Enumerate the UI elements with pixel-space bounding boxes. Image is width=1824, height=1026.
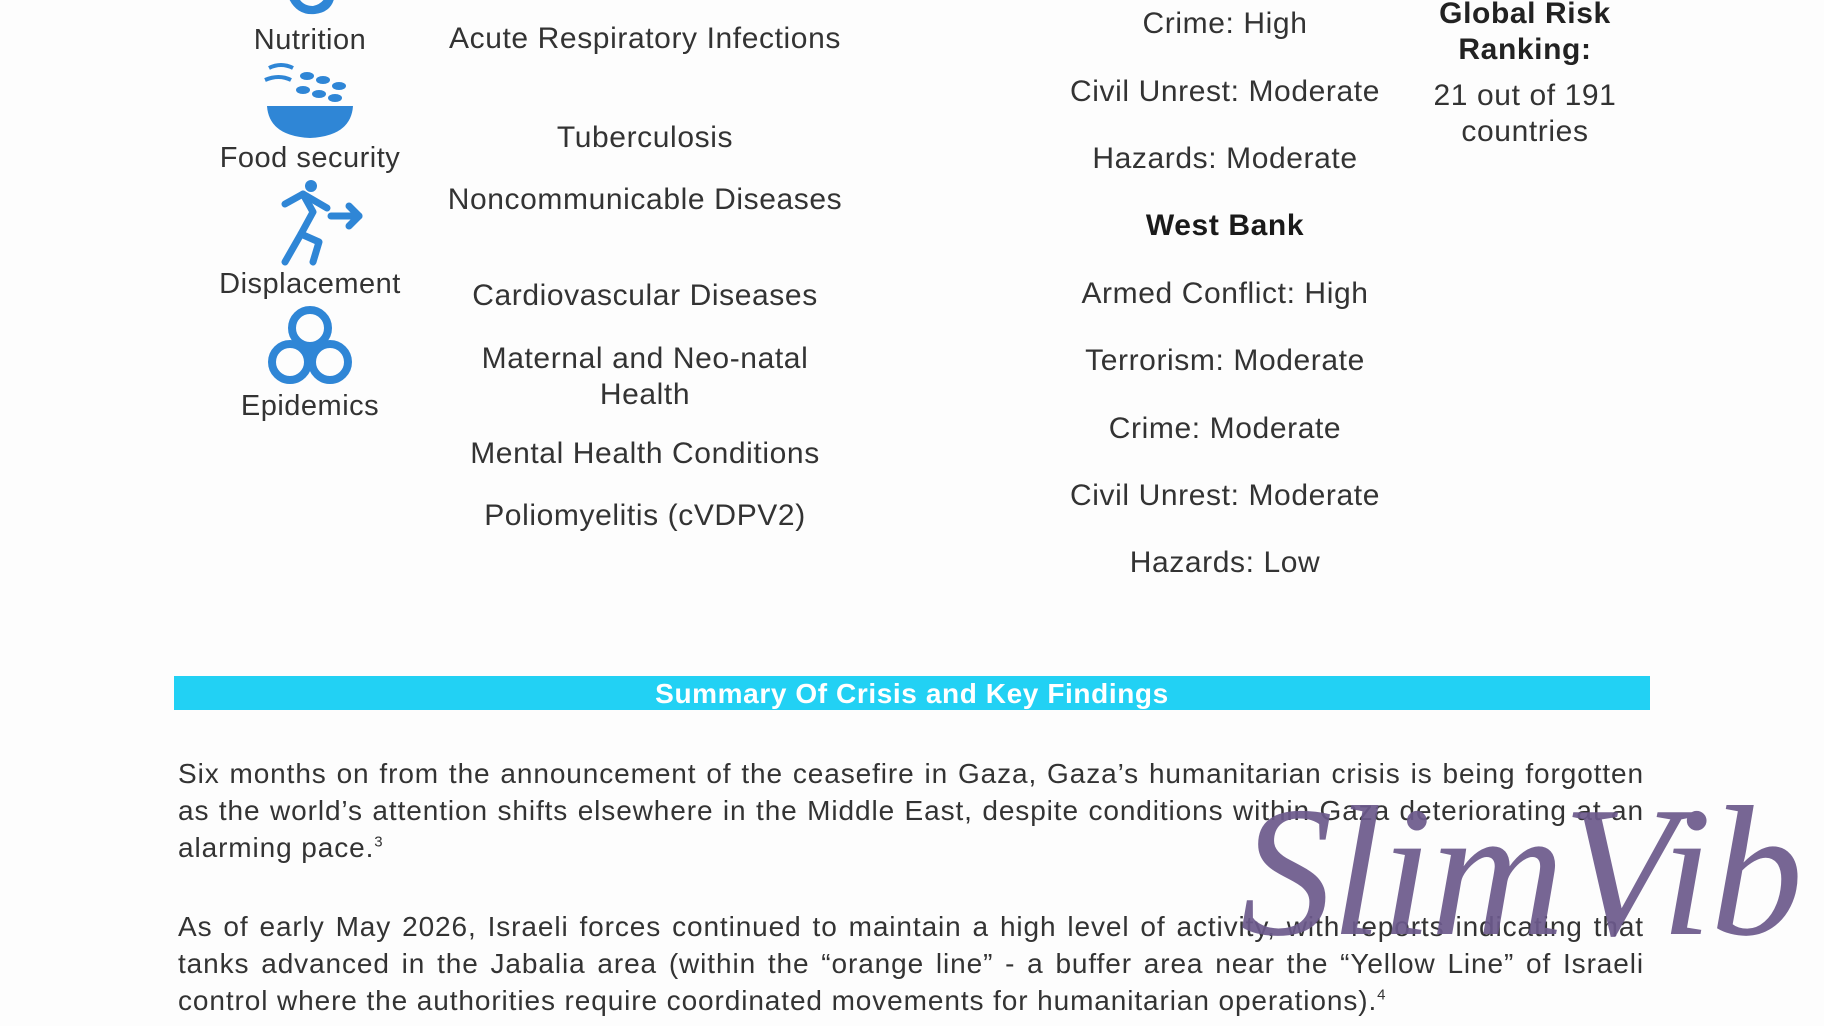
- summary-heading-banner: Summary Of Crisis and Key Findings: [174, 676, 1650, 710]
- west-bank-risk-item: Crime: Moderate: [1108, 412, 1342, 445]
- health-item: Poliomyelitis (cVDPV2): [484, 499, 806, 532]
- risk-epidemics: [200, 306, 420, 423]
- biohazard-icon: [260, 306, 360, 390]
- risk-displacement: [200, 178, 420, 301]
- west-bank-risk-item: Civil Unrest: Moderate: [1070, 479, 1380, 512]
- health-item: Noncommunicable Diseases: [447, 183, 843, 216]
- summary-paragraph-2: [178, 908, 1644, 1019]
- global-risk-value: 21 out of 191 countries: [1433, 79, 1617, 148]
- paragraph-text: Six months on from the announcement of the ceasefire in Gaza, Gaza’s humanitarian crisis is being forgotten as the world’s attention shifts elsewhere in the Middle East, despite conditions within Gaza deteriorating at an alarming pace.: [178, 758, 1644, 863]
- footnote-ref[interactable]: 4: [1377, 986, 1387, 1004]
- footnote-ref[interactable]: 3: [374, 833, 384, 851]
- global-risk-label: Global Risk Ranking:: [1439, 0, 1611, 66]
- health-item: Acute Respiratory Infections: [449, 22, 841, 55]
- health-item: Cardiovascular Diseases: [472, 279, 818, 312]
- nutrition-icon: [275, 0, 345, 24]
- displacement-icon: [255, 178, 365, 268]
- west-bank-risk-item: Armed Conflict: High: [1081, 277, 1369, 310]
- risk-label: Displacement: [219, 268, 401, 300]
- risk-label: Food security: [219, 142, 401, 174]
- food-bowl-icon: [255, 62, 365, 142]
- health-item: Maternal and Neo-natal Health: [481, 342, 809, 411]
- global-risk-ranking: [1400, 0, 1650, 150]
- risk-food-security: [200, 62, 420, 175]
- gaza-risk-item: Hazards: Moderate: [1092, 142, 1358, 175]
- health-item: Mental Health Conditions: [470, 437, 820, 470]
- gaza-risk-item: Civil Unrest: Moderate: [1070, 75, 1380, 108]
- west-bank-risk-item: Terrorism: Moderate: [1085, 344, 1365, 377]
- health-item: Tuberculosis: [556, 121, 734, 154]
- paragraph-text: As of early May 2026, Israeli forces continued to maintain a high level of activity, with reports indicating that tanks advanced in the Jabalia area (within the “orange line” - a buffer area near the “Yellow Line” of Israeli control where the authorities require coordinated movements for humanitarian operations).: [178, 911, 1644, 1016]
- risk-label: Nutrition: [253, 24, 367, 56]
- gaza-risk-item: Crime: High: [1142, 7, 1308, 40]
- west-bank-heading: West Bank: [1145, 209, 1305, 242]
- west-bank-risk-item: Hazards: Low: [1129, 546, 1321, 579]
- summary-paragraph-1: [178, 755, 1644, 866]
- risk-nutrition: [200, 0, 420, 57]
- watermark-text: SlimVib: [1240, 769, 1802, 975]
- risk-label: Epidemics: [240, 390, 380, 422]
